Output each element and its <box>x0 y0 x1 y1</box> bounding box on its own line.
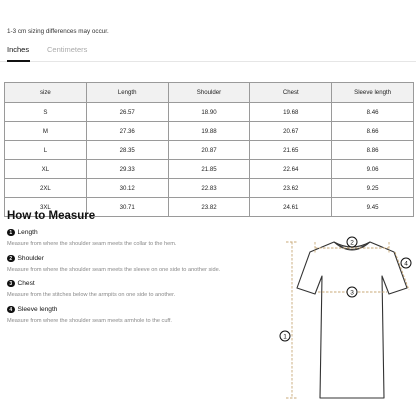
cell-sleeve-length: 8.86 <box>332 141 414 160</box>
header-chest: Chest <box>250 83 332 103</box>
sizing-note: 1-3 cm sizing differences may occur. <box>7 28 109 35</box>
cell-size: L <box>5 141 87 160</box>
cell-chest: 21.65 <box>250 141 332 160</box>
table-row <box>5 179 414 198</box>
header-sleeve-length: Sleeve length <box>332 83 414 103</box>
marker-3 <box>347 287 357 297</box>
marker-4 <box>401 258 411 268</box>
header-size: size <box>5 83 87 103</box>
measure-step-sleeve-length <box>7 305 172 324</box>
step-label: Length <box>17 229 38 236</box>
marker-1 <box>280 331 290 341</box>
active-tab-indicator <box>7 60 30 62</box>
cell-length: 26.57 <box>86 103 168 122</box>
cell-sleeve-length: 9.06 <box>332 160 414 179</box>
cell-chest: 24.61 <box>250 198 332 217</box>
step-number-badge: 4 <box>7 306 15 314</box>
step-number-badge: 3 <box>7 280 15 288</box>
tshirt-measure-diagram <box>272 228 416 404</box>
size-chart-table <box>4 82 414 217</box>
svg-text:3: 3 <box>350 289 354 297</box>
unit-tabs <box>0 42 416 62</box>
cell-chest: 19.68 <box>250 103 332 122</box>
step-description: Measure from where the shoulder seam meets the sleeve on one side to another side. <box>7 267 221 273</box>
cell-chest: 23.62 <box>250 179 332 198</box>
cell-chest: 22.64 <box>250 160 332 179</box>
cell-shoulder: 18.90 <box>168 103 250 122</box>
svg-text:2: 2 <box>350 239 354 247</box>
tab-inches[interactable]: Inches <box>7 45 30 54</box>
table-row <box>5 122 414 141</box>
how-to-measure-title: How to Measure <box>7 210 96 222</box>
header-length: Length <box>86 83 168 103</box>
cell-sleeve-length: 9.45 <box>332 198 414 217</box>
cell-sleeve-length: 9.25 <box>332 179 414 198</box>
step-label: Shoulder <box>17 255 44 262</box>
step-description: Measure from where the shoulder seam meets armhole to the cuff. <box>7 318 172 324</box>
cell-length: 30.71 <box>86 198 168 217</box>
header-shoulder: Shoulder <box>168 83 250 103</box>
step-label: Chest <box>17 280 35 287</box>
step-label: Sleeve length <box>17 306 58 313</box>
step-number-badge: 2 <box>7 255 15 263</box>
table-row <box>5 160 414 179</box>
cell-sleeve-length: 8.66 <box>332 122 414 141</box>
svg-text:4: 4 <box>404 260 408 268</box>
cell-size: XL <box>5 160 87 179</box>
cell-chest: 20.67 <box>250 122 332 141</box>
cell-size: 2XL <box>5 179 87 198</box>
table-row <box>5 141 414 160</box>
cell-size: M <box>5 122 87 141</box>
cell-length: 29.33 <box>86 160 168 179</box>
marker-2 <box>347 237 357 247</box>
cell-shoulder: 22.83 <box>168 179 250 198</box>
tshirt-outline <box>297 242 407 398</box>
step-description: Measure from where the shoulder seam meets the collar to the hem. <box>7 241 177 247</box>
measure-step-shoulder <box>7 254 220 273</box>
cell-size: S <box>5 103 87 122</box>
cell-length: 30.12 <box>86 179 168 198</box>
cell-size: 3XL <box>5 198 87 217</box>
measure-step-length <box>7 228 176 247</box>
measure-step-chest <box>7 279 175 298</box>
cell-shoulder: 20.87 <box>168 141 250 160</box>
step-number-badge: 1 <box>7 229 15 237</box>
tab-centimeters[interactable]: Centimeters <box>47 45 88 54</box>
cell-shoulder: 19.88 <box>168 122 250 141</box>
cell-length: 28.35 <box>86 141 168 160</box>
step-description: Measure from the stitches below the armpits on one side to another. <box>7 292 176 298</box>
table-row <box>5 103 414 122</box>
cell-length: 27.36 <box>86 122 168 141</box>
cell-shoulder: 21.85 <box>168 160 250 179</box>
cell-shoulder: 23.82 <box>168 198 250 217</box>
svg-text:1: 1 <box>283 333 287 341</box>
cell-sleeve-length: 8.46 <box>332 103 414 122</box>
table-header-row <box>5 83 414 103</box>
